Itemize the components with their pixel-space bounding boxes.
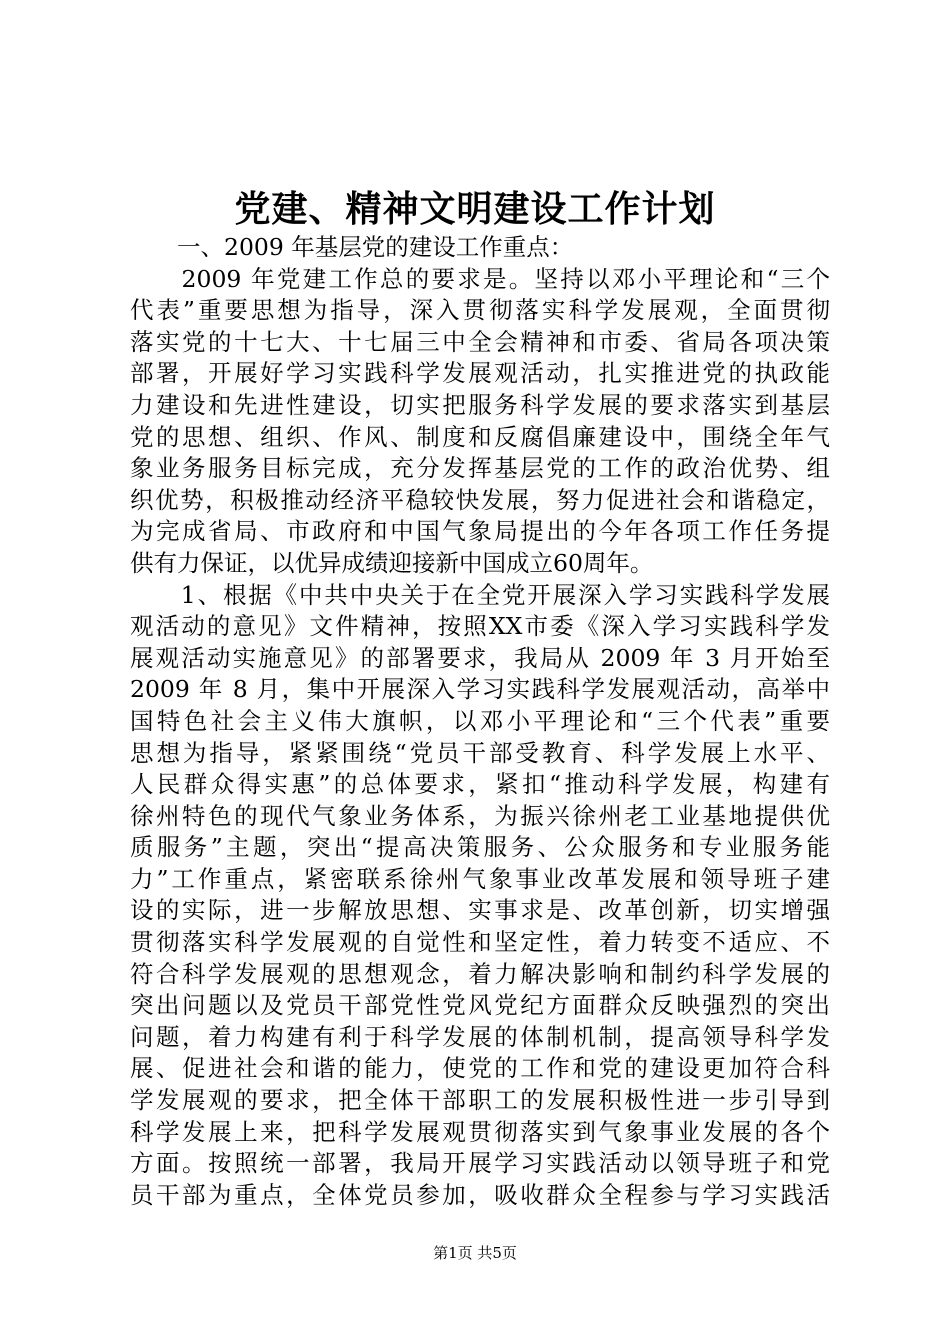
body-line: 突出问题以及党员干部党性党风党纪方面群众反映强烈的突出 xyxy=(130,991,830,1020)
body-line: 徐州特色的现代气象业务体系，为振兴徐州老工业基地提供优 xyxy=(130,801,830,830)
body-line: 员干部为重点，全体党员参加，吸收群众全程参与学习实践活 xyxy=(130,1180,830,1209)
body-line: 落实党的十七大、十七届三中全会精神和市委、省局各项决策 xyxy=(130,327,830,356)
document-body xyxy=(130,232,830,1211)
document-title: 党建、精神文明建设工作计划 xyxy=(234,188,716,230)
body-line: 党的思想、组织、作风、制度和反腐倡廉建设中，围绕全年气 xyxy=(130,422,830,451)
body-line: 1、根据《中共中央关于在全党开展深入学习实践科学发展 xyxy=(130,580,830,609)
body-line: 力”工作重点，紧密联系徐州气象事业改革发展和领导班子建 xyxy=(130,864,830,893)
body-line: 质服务”主题，突出“提高决策服务、公众服务和专业服务能 xyxy=(130,833,830,862)
body-line: 展、促进社会和谐的能力，使党的工作和党的建设更加符合科 xyxy=(130,1054,830,1083)
body-line: 2009 年党建工作总的要求是。坚持以邓小平理论和“三个 xyxy=(130,264,830,293)
body-line: 展观活动实施意见》的部署要求，我局从 2009 年 3 月开始至 xyxy=(130,643,830,672)
page-footer: 第1页 共5页 xyxy=(433,1244,517,1262)
body-line: 学发展观的要求，把全体干部职工的发展积极性进一步引导到 xyxy=(130,1086,830,1115)
body-line: 代表”重要思想为指导，深入贯彻落实科学发展观，全面贯彻 xyxy=(130,296,830,325)
body-line: 织优势，积极推动经济平稳较快发展，努力促进社会和谐稳定， xyxy=(130,485,830,514)
body-line: 问题，着力构建有利于科学发展的体制机制，提高领导科学发 xyxy=(130,1022,830,1051)
body-line: 符合科学发展观的思想观念，着力解决影响和制约科学发展的 xyxy=(130,959,830,988)
body-line: 观活动的意见》文件精神，按照XX市委《深入学习实践科学发 xyxy=(130,612,830,641)
body-line: 设的实际，进一步解放思想、实事求是、改革创新，切实增强 xyxy=(130,896,830,925)
body-line: 国特色社会主义伟大旗帜，以邓小平理论和“三个代表”重要 xyxy=(130,706,830,735)
body-line: 科学发展上来，把科学发展观贯彻落实到气象事业发展的各个 xyxy=(130,1117,830,1146)
body-line: 思想为指导，紧紧围绕“党员干部受教育、科学发展上水平、 xyxy=(130,738,830,767)
body-line: 部署，开展好学习实践科学发展观活动，扎实推进党的执政能 xyxy=(130,359,830,388)
body-line: 2009 年 8 月，集中开展深入学习实践科学发展观活动，高举中 xyxy=(130,675,830,704)
body-line: 供有力保证，以优异成绩迎接新中国成立60周年。 xyxy=(130,548,654,577)
body-line: 力建设和先进性建设，切实把服务科学发展的要求落实到基层 xyxy=(130,390,830,419)
body-line: 人民群众得实惠”的总体要求，紧扣“推动科学发展，构建有 xyxy=(130,770,830,799)
body-line: 贯彻落实科学发展观的自觉性和坚定性，着力转变不适应、不 xyxy=(130,928,830,957)
body-line: 一、2009 年基层党的建设工作重点： xyxy=(130,233,574,261)
body-line: 象业务服务目标完成，充分发挥基层党的工作的政治优势、组 xyxy=(130,454,830,483)
body-line: 为完成省局、市政府和中国气象局提出的今年各项工作任务提 xyxy=(130,517,830,546)
body-line: 方面。按照统一部署，我局开展学习实践活动以领导班子和党 xyxy=(130,1149,830,1178)
